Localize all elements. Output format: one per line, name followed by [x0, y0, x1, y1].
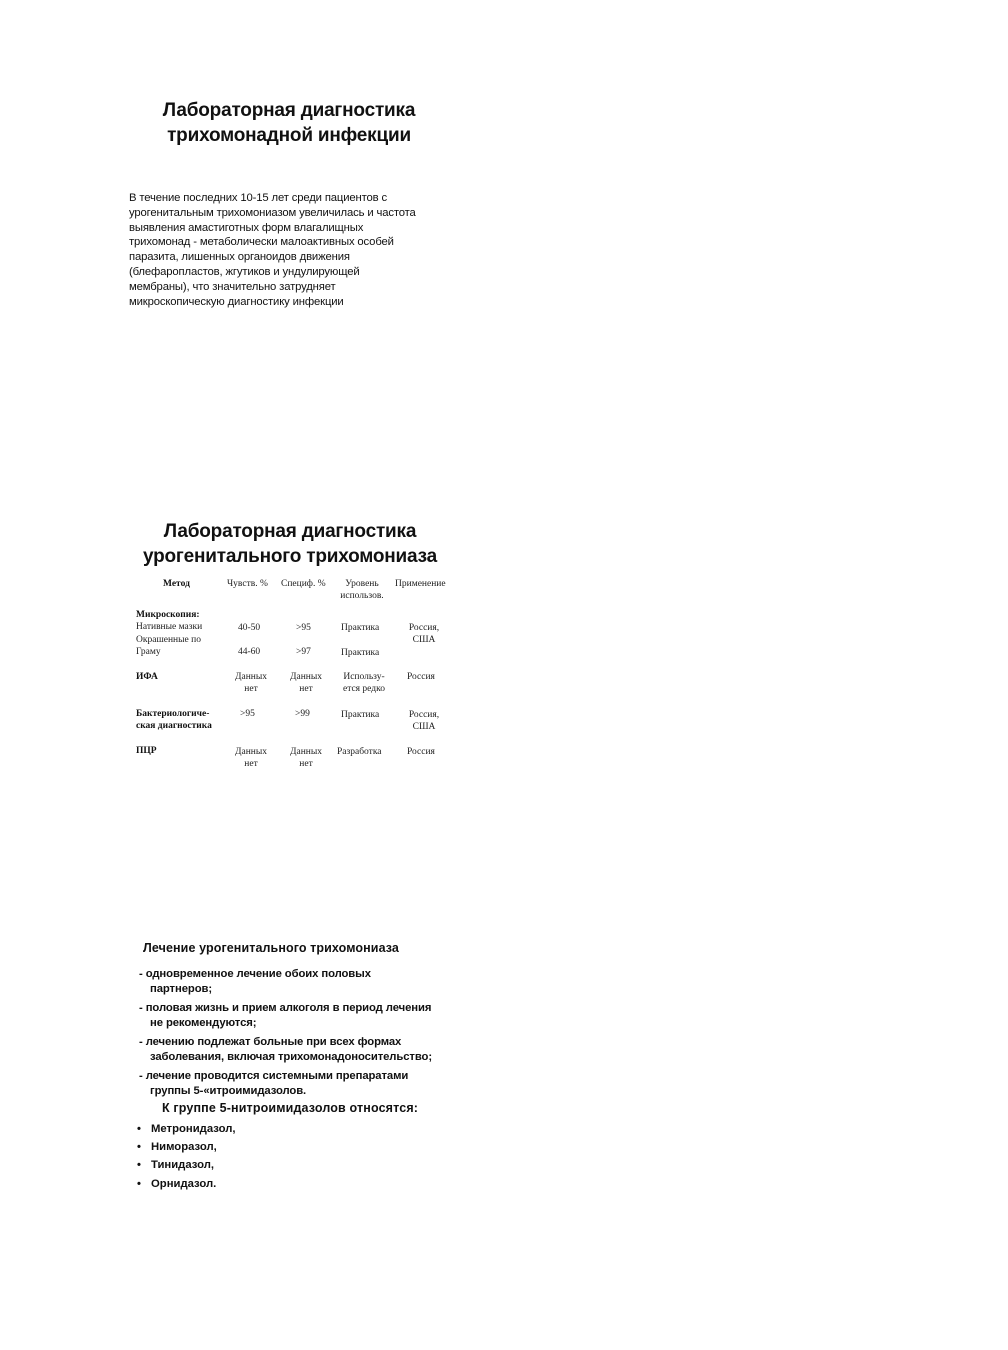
- list-item: [137, 1120, 236, 1138]
- bullet-icon: •: [137, 1177, 141, 1190]
- drug-group-subtitle: К группе 5-нитроимидазолов относятся:: [162, 1101, 419, 1115]
- list-item-line: группы 5-«итроимидазолов.: [150, 1085, 307, 1097]
- cell-line: ская диагностика: [136, 721, 212, 732]
- list-item: [139, 1069, 479, 1099]
- bullet-icon: •: [137, 1159, 141, 1172]
- row-gram-label: Окрашенные по: [136, 635, 201, 645]
- cell-specificity: [288, 671, 324, 696]
- list-item: [137, 1156, 236, 1174]
- row-gram-label-cont: Граму: [136, 647, 161, 657]
- cell-specificity: >97: [296, 647, 311, 657]
- list-item-line: - половая жизнь и прием алкоголя в период лечения: [139, 1002, 432, 1014]
- cell-specificity: >99: [295, 709, 310, 719]
- cell-usage-level: Разработка: [337, 747, 382, 757]
- cell-line: Бактериологиче-: [136, 709, 210, 719]
- cell-sensitivity: [233, 746, 269, 771]
- row-pcr-label: ПЦР: [136, 746, 157, 756]
- cell-application: [406, 709, 442, 734]
- title-line: трихомонадной инфекции: [167, 125, 411, 146]
- cell-line: Данных: [290, 747, 322, 757]
- row-bacteriology-label: [136, 708, 212, 733]
- paragraph-line: мембраны), что значительно затрудняет: [129, 280, 336, 293]
- drug-name: Ниморазол,: [151, 1141, 217, 1154]
- bullet-icon: •: [137, 1123, 141, 1135]
- bullet-icon: •: [137, 1141, 141, 1154]
- cell-line: США: [412, 722, 436, 733]
- paragraph-line: (блефаропластов, жгутиков и ундулирующей: [129, 265, 360, 278]
- list-item: [139, 1035, 479, 1065]
- header-sensitivity: Чувств. %: [227, 579, 268, 589]
- header-usage-level: [336, 578, 388, 603]
- header-usage-level-line: использов.: [340, 591, 384, 602]
- slide2-title: [130, 519, 450, 569]
- list-item: [137, 1175, 236, 1193]
- list-item-line: партнеров;: [150, 983, 213, 995]
- cell-usage-level: Практика: [341, 648, 380, 658]
- cell-sensitivity: 40-50: [238, 623, 261, 633]
- list-item: [139, 967, 479, 997]
- cell-line: нет: [244, 759, 258, 770]
- header-usage-level-line: Уровень: [345, 579, 379, 589]
- list-item-line: - лечение проводится системными препаратами: [139, 1070, 409, 1082]
- list-item-line: не рекомендуются;: [150, 1017, 257, 1029]
- paragraph-line: трихомонад - метаболически малоактивных особей: [129, 236, 394, 249]
- treatment-rules-list: [139, 967, 479, 1103]
- cell-application-line: Россия,: [408, 623, 440, 633]
- slide3-title: Лечение урогенитального трихомониаза: [143, 941, 399, 955]
- drug-name: Метронидазол,: [151, 1123, 236, 1135]
- drug-name: Тинидазол,: [151, 1159, 215, 1172]
- title-line: Лабораторная диагностика: [162, 100, 416, 121]
- row-ifa-label: ИФА: [136, 672, 158, 682]
- cell-sensitivity: 44-60: [238, 647, 261, 657]
- cell-sensitivity: [233, 671, 269, 696]
- row-native-smears-label: Нативные мазки: [136, 622, 203, 632]
- cell-line: Использу-: [343, 672, 385, 682]
- paragraph-line: В течение последних 10-15 лет среди пациентов с: [129, 192, 387, 204]
- cell-application: [406, 622, 442, 647]
- paragraph-line: микроскопическую диагностику инфекции: [129, 295, 344, 308]
- cell-line: Данных: [235, 672, 267, 682]
- drug-list: [137, 1120, 236, 1193]
- cell-line: нет: [299, 759, 313, 770]
- cell-application-line: США: [412, 635, 436, 646]
- list-item: [137, 1138, 236, 1156]
- list-item-line: заболевания, включая трихомонадоносительство;: [150, 1051, 433, 1063]
- title-line: Лабораторная диагностика: [163, 521, 417, 542]
- cell-application: Россия: [407, 672, 435, 682]
- cell-specificity: [288, 746, 324, 771]
- list-item-line: - лечению подлежат больные при всех формах: [139, 1036, 402, 1048]
- cell-application: Россия: [407, 747, 435, 757]
- title-line: урогенитального трихомониаза: [143, 546, 437, 567]
- list-item: [139, 1001, 479, 1031]
- drug-name: Орнидазол.: [151, 1177, 217, 1190]
- header-application: Применение: [395, 579, 446, 589]
- cell-usage-level: Практика: [341, 710, 380, 720]
- cell-line: Данных: [235, 747, 267, 757]
- list-item-line: - одновременное лечение обоих половых: [139, 968, 371, 980]
- cell-line: нет: [244, 684, 258, 695]
- cell-line: Данных: [290, 672, 322, 682]
- paragraph-line: урогенитальным трихомониазом увеличилась и частота: [129, 206, 416, 219]
- cell-sensitivity: >95: [240, 709, 255, 719]
- cell-usage-level: [338, 671, 390, 696]
- cell-specificity: >95: [296, 623, 311, 633]
- cell-line: нет: [299, 684, 313, 695]
- cell-usage-level: Практика: [341, 623, 380, 633]
- header-method: Метод: [163, 579, 190, 589]
- slide1-paragraph: [129, 191, 459, 309]
- paragraph-line: паразита, лишенных органоидов движения: [129, 251, 350, 264]
- cell-line: ется редко: [342, 684, 385, 695]
- paragraph-line: выявления амастиготных форм влагалищных: [129, 221, 364, 234]
- slide1-title: [130, 98, 448, 148]
- header-specificity: Специф. %: [281, 579, 326, 589]
- row-microscopy-label: Микроскопия:: [136, 610, 200, 620]
- cell-line: Россия,: [408, 710, 440, 720]
